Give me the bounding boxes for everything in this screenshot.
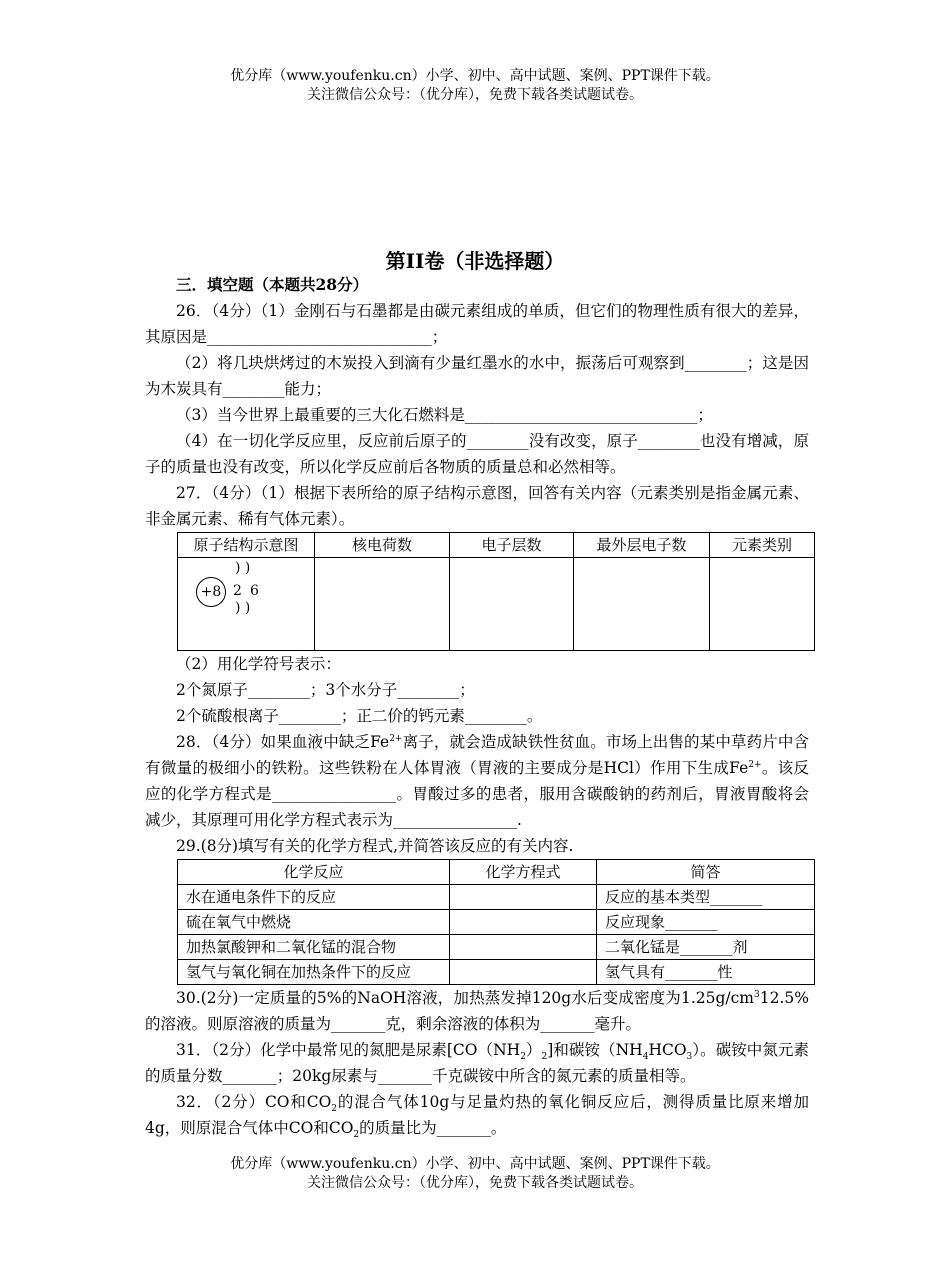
table-header-cell: 最外层电子数 xyxy=(574,533,710,558)
q30-sup: 3 xyxy=(754,989,760,1000)
table-row xyxy=(178,935,815,960)
q26-part2: （2）将几块烘烤过的木炭投入到滴有少量红墨水的水中，振荡后可观察到________；这是因为木炭具有________能力； xyxy=(145,354,809,398)
q31-sub-2: 2 xyxy=(541,1052,548,1063)
reaction-cell: 加热氯酸钾和二氧化锰的混合物 xyxy=(178,935,450,960)
equation-cell xyxy=(450,910,597,935)
table-header-row xyxy=(178,860,815,885)
q27-part1: 27．（4分）（1）根据下表所给的原子结构示意图，回答有关内容（元素类别是指金属元素、非金属元素、稀有气体元素）。 xyxy=(145,484,809,528)
equation-cell xyxy=(450,885,597,910)
reaction-cell: 氢气与氧化铜在加热条件下的反应 xyxy=(178,960,450,985)
answer-cell: 反应现象_______ xyxy=(597,910,815,935)
table-header-row xyxy=(178,533,815,558)
shell-1-electrons: 2 xyxy=(233,583,242,599)
atom-diagram-cell xyxy=(178,558,315,651)
equation-cell xyxy=(450,935,597,960)
reaction-table xyxy=(177,859,815,985)
equation-cell xyxy=(450,960,597,985)
table-header-cell: 原子结构示意图 xyxy=(178,533,315,558)
reaction-cell: 硫在氧气中燃烧 xyxy=(178,910,450,935)
shell-2-electrons: 6 xyxy=(250,583,259,599)
q32-text-a: 32．（2分）CO和CO xyxy=(176,1093,332,1111)
q27-part4: 2个硫酸根离子________；正二价的钙元素________。 xyxy=(176,707,543,725)
q31-sub-3: 4 xyxy=(642,1052,649,1063)
q31-text-b: ） xyxy=(525,1041,542,1059)
nucleus-charge: +8 xyxy=(200,584,222,600)
q28-text-a: 28．（4分）如果血液中缺乏Fe xyxy=(176,733,390,751)
q26-part4: （4）在一切化学反应里，反应前后原子的________没有改变，原子________也没有增减，原子的质量也没有改变，所以化学反应前后各物质的质量总和必然相等。 xyxy=(145,432,809,476)
q26-part3: （3）当今世界上最重要的三大化石燃料是______________________________； xyxy=(176,406,713,424)
table-cell xyxy=(315,558,450,651)
q28-sup-b: 2+ xyxy=(748,759,762,770)
atom-diagram xyxy=(178,558,298,648)
q31-text-a: 31．（2分）化学中最常见的氮肥是尿素[CO（NH xyxy=(176,1041,521,1059)
table-row xyxy=(178,885,815,910)
q31-text-e: ）。碳铵中氮元素的质量分数_______；20kg尿素与_______千克碳铵中所含的氮元素的质量相等。 xyxy=(145,1041,809,1085)
footer-line-1: 优分库（www.youfenku.cn）小学、初中、高中试题、案例、PPT课件下载。 xyxy=(230,1156,720,1172)
q30-text xyxy=(145,985,809,1037)
table-row xyxy=(178,558,815,651)
q28-text-b: 离子，就会造成缺铁性贫血。市场上出售的某中草药片中含有微量的极细小的铁粉。这些铁粉在人体胃液（胃液的主要成分是HCl）作用下生成Fe xyxy=(145,733,809,777)
table-cell xyxy=(574,558,710,651)
section-heading: 三．填空题（本题共28分） xyxy=(176,275,369,294)
answer-cell: 氢气具有_______性 xyxy=(597,960,815,985)
q31-sub-1: 2 xyxy=(520,1052,526,1063)
page-header xyxy=(0,67,950,105)
table-header-cell: 核电荷数 xyxy=(315,533,450,558)
q30-text-a: 30.(2分)一定质量的5%的NaOH溶液，加热蒸发掉120g水后变成密度为1.25g/cm xyxy=(176,989,755,1007)
atom-structure-table xyxy=(177,532,815,651)
q31-text-c: ]和碳铵（NH xyxy=(547,1041,643,1059)
diagram-arc-bottom: ) ) xyxy=(235,600,251,616)
q32-text-c: 的质量比为_______。 xyxy=(359,1119,507,1137)
page-footer xyxy=(0,1155,950,1193)
table-row xyxy=(178,910,815,935)
table-header-cell: 电子层数 xyxy=(450,533,574,558)
footer-line-2: 关注微信公众号：（优分库），免费下载各类试题试卷。 xyxy=(307,1175,643,1191)
table-cell xyxy=(710,558,815,651)
section-title: 第II卷（非选择题） xyxy=(385,249,565,273)
diagram-arc-top: ) ) xyxy=(235,560,251,576)
header-line-2: 关注微信公众号：（优分库），免费下载各类试题试卷。 xyxy=(307,87,643,103)
q31-text-d: HCO xyxy=(648,1041,687,1059)
table-row xyxy=(178,960,815,985)
q28-text xyxy=(145,729,809,833)
header-line-1: 优分库（www.youfenku.cn）小学、初中、高中试题、案例、PPT课件下载。 xyxy=(230,68,720,84)
table-header-cell: 元素类别 xyxy=(710,533,815,558)
q32-sub-2: 2 xyxy=(353,1130,360,1141)
q29-intro: 29.(8分)填写有关的化学方程式,并简答该反应的有关内容. xyxy=(176,837,574,855)
table-header-cell: 化学方程式 xyxy=(450,860,597,885)
reaction-cell: 水在通电条件下的反应 xyxy=(178,885,450,910)
q32-text-b: 的混合气体10g与足量灼热的氧化铜反应后，测得质量比原来增加4g，则原混合气体中CO和CO xyxy=(145,1093,809,1137)
q26-part1: 26．（4分）（1）金刚石与石墨都是由碳元素组成的单质，但它们的物理性质有很大的差异，其原因是_____________________________； xyxy=(145,302,809,346)
q28-sup-a: 2+ xyxy=(389,733,403,744)
table-header-cell: 化学反应 xyxy=(178,860,450,885)
q28-text-c: 。该反应的化学方程式是________________。胃酸过多的患者，服用含碳酸钠的药剂后，胃液胃酸将会减少，其原理可用化学方程式表示为________________. xyxy=(145,759,809,829)
q31-sub-4: 3 xyxy=(686,1052,693,1063)
answer-cell: 反应的基本类型_______ xyxy=(597,885,815,910)
q32-text xyxy=(145,1089,809,1141)
q31-text xyxy=(145,1037,809,1089)
q27-part2: （2）用化学符号表示： xyxy=(176,655,341,673)
exam-content xyxy=(145,272,809,1141)
table-header-cell: 简答 xyxy=(597,860,815,885)
q27-part3: 2个氮原子________；3个水分子________； xyxy=(176,681,475,699)
q30-text-b: 12.5%的溶液。则原溶液的质量为_______克，剩余溶液的体积为_______毫升。 xyxy=(145,989,809,1033)
q32-sub-1: 2 xyxy=(331,1104,338,1115)
answer-cell: 二氧化锰是_______剂 xyxy=(597,935,815,960)
nucleus-circle xyxy=(196,577,226,607)
table-cell xyxy=(450,558,574,651)
